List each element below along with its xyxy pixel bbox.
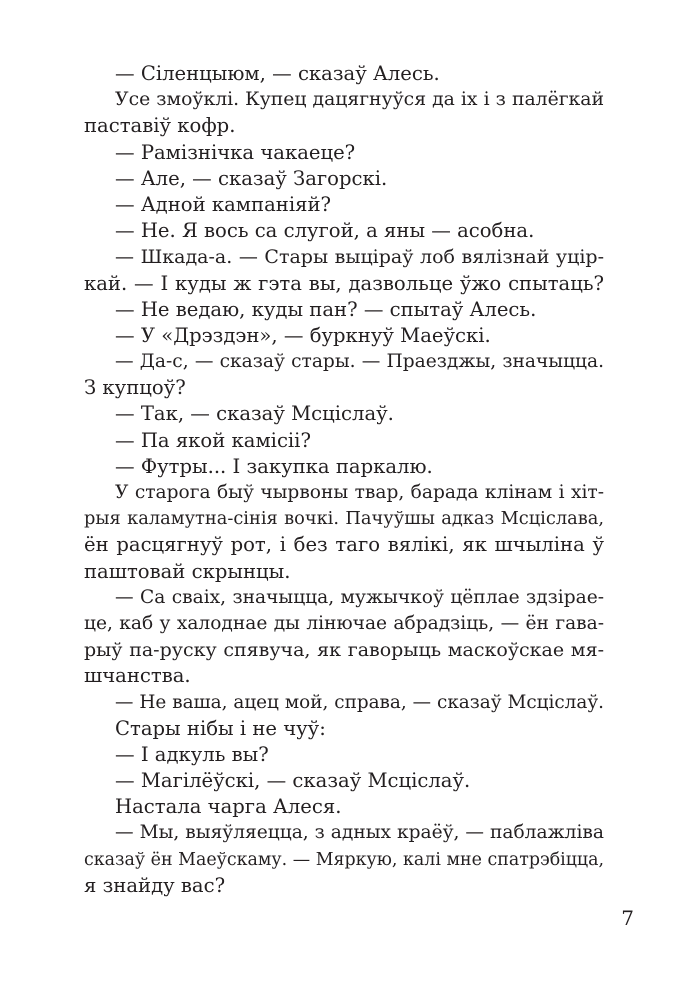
text-line: паштовай скрынцы. — [84, 559, 291, 583]
text-line: — Мы, выяўляецца, з адных краёў, — паблажліва — [115, 822, 604, 844]
text-line: ён расцягнуў рот, і без таго вялікі, як шчыліна ў — [84, 533, 604, 557]
text-line: сказаў ён Маеўскаму. — Мяркую, калі мне спатрэбіцца, — [84, 849, 604, 870]
text-line: — У «Дрэздэн», — буркнуў Маеўскі. — [115, 323, 491, 347]
text-line: Усе змоўклі. Купец дацягнуўся да іх і з палёгкай — [115, 89, 604, 111]
text-line: У старога быў чырвоны твар, барада клінам і хіт- — [115, 482, 604, 503]
text-line: рыў па-руску спявуча, як гаворыць маскоўскае мя- — [84, 639, 604, 662]
text-line: — Футры... І закупка паркалю. — [115, 454, 433, 478]
text-line: — Са сваіх, значыцца, мужычкоў цёплае здзірае- — [115, 586, 604, 608]
text-line: Стары нібы і не чуў: — [115, 716, 326, 740]
text-line: — Па якой камісіі? — [115, 428, 311, 452]
text-line: рыя каламутна-сінія вочкі. Пачуўшы адказ Мсціслава, — [84, 508, 604, 530]
text-line: паставіў кофр. — [84, 114, 236, 138]
text-line: — Магілёўскі, — сказаў Мсціслаў. — [115, 769, 471, 793]
text-line: — Сіленцыюм, — сказаў Алесь. — [115, 62, 440, 85]
text-line: — Шкада-а. — Стары выціраў лоб вялізнай уцір- — [115, 246, 604, 269]
text-line: — Не ведаю, куды пан? — спытаў Алесь. — [115, 297, 537, 321]
text-line: — Да-с, — сказаў стары. — Праезджы, значыцца. — [115, 351, 604, 373]
page-number: 7 — [621, 906, 634, 930]
text-line: — Але, — сказаў Загорскі. — [115, 166, 388, 190]
text-line: — Так, — сказаў Мсціслаў. — [115, 402, 394, 426]
text-line: — І адкуль вы? — [115, 742, 269, 766]
text-line: це, каб у халоднае ды лінючае абрадзіць, — ён гава- — [84, 612, 604, 634]
text-line: — Не ваша, ацец мой, справа, — сказаў Мсціслаў. — [115, 691, 604, 713]
text-line: Настала чарга Алеся. — [115, 795, 342, 819]
page-text — [84, 61, 604, 899]
text-line: — Рамізнічка чакаеце? — [115, 140, 356, 164]
text-line: — Адной кампаніяй? — [115, 192, 332, 216]
text-line: я знайду вас? — [84, 873, 226, 897]
text-line: З купцоў? — [84, 376, 186, 400]
text-line: шчанства. — [84, 664, 191, 688]
text-line: кай. — І куды ж гэта вы, дазвольце ўжо спытаць? — [84, 271, 604, 295]
text-line: — Не. Я вось са слугой, а яны — асобна. — [115, 219, 535, 243]
